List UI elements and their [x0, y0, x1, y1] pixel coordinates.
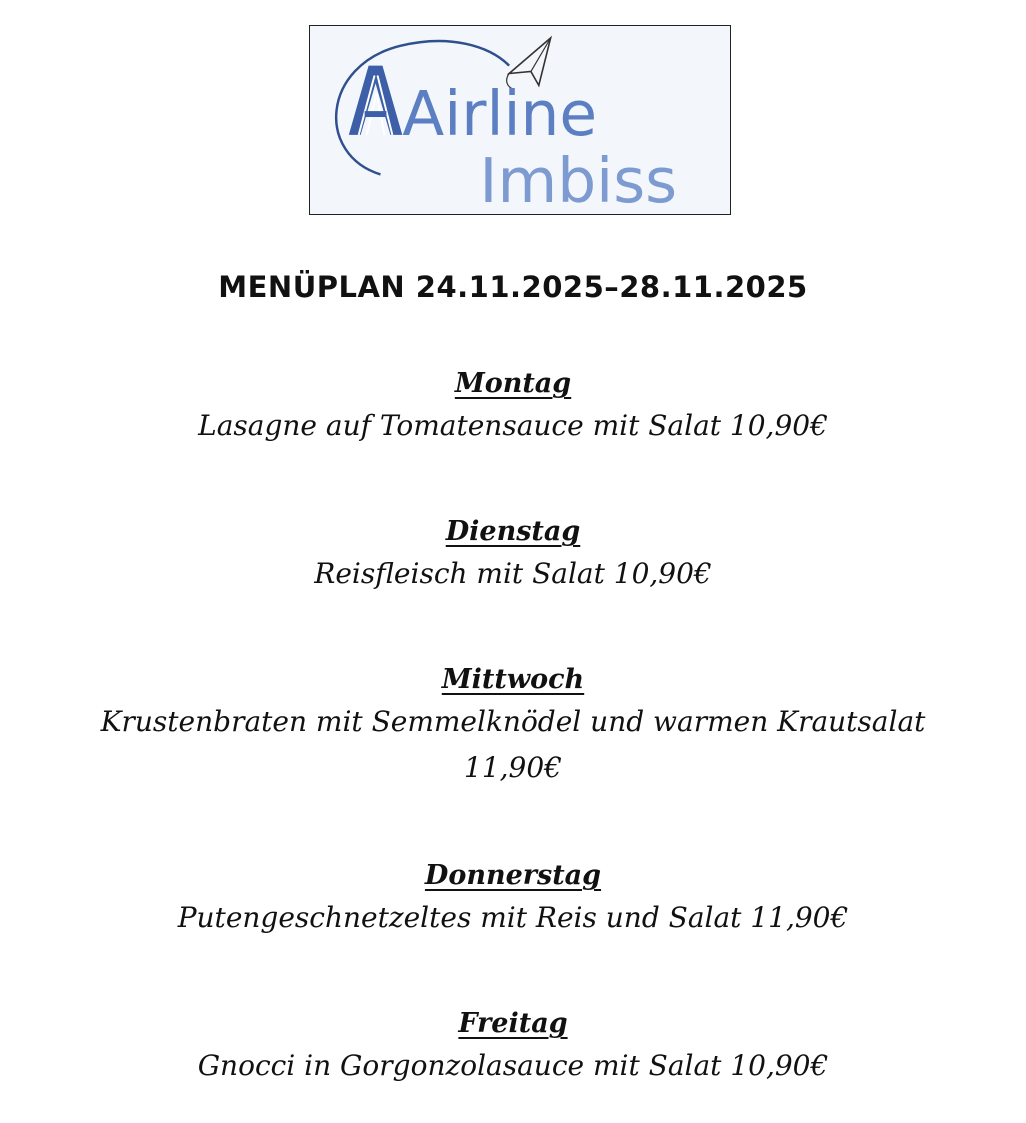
- airline-imbiss-logo: [310, 26, 730, 214]
- dish-description: Putengeschnetzeltes mit Reis und Salat 11,90€: [177, 901, 849, 934]
- logo: [309, 25, 731, 215]
- day-section-donnerstag: [0, 860, 1026, 941]
- dish-description: Lasagne auf Tomatensauce mit Salat 10,90€: [198, 409, 828, 442]
- day-section-mittwoch: [0, 664, 1026, 791]
- logo-text-line2: Imbiss: [479, 146, 678, 214]
- day-section-freitag: [0, 1008, 1026, 1089]
- day-heading: Donnerstag: [424, 860, 602, 891]
- dish-description: Gnocci in Gorgonzolasauce mit Salat 10,90€: [197, 1049, 829, 1082]
- day-heading: Freitag: [458, 1008, 568, 1039]
- day-section-montag: [0, 368, 1026, 449]
- logo-letter-a-icon: [349, 66, 402, 135]
- page-title: MENÜPLAN 24.11.2025–28.11.2025: [218, 270, 808, 304]
- day-section-dienstag: [0, 516, 1026, 597]
- day-heading: Dienstag: [445, 516, 581, 547]
- dish-description: Reisfleisch mit Salat 10,90€: [314, 557, 712, 590]
- dish-description: Krustenbraten mit Semmelknödel und warmen Krautsalat 11,90€: [100, 705, 926, 784]
- day-heading: Mittwoch: [441, 664, 585, 695]
- logo-text-line1: Airline: [402, 78, 598, 150]
- day-heading: Montag: [454, 368, 572, 399]
